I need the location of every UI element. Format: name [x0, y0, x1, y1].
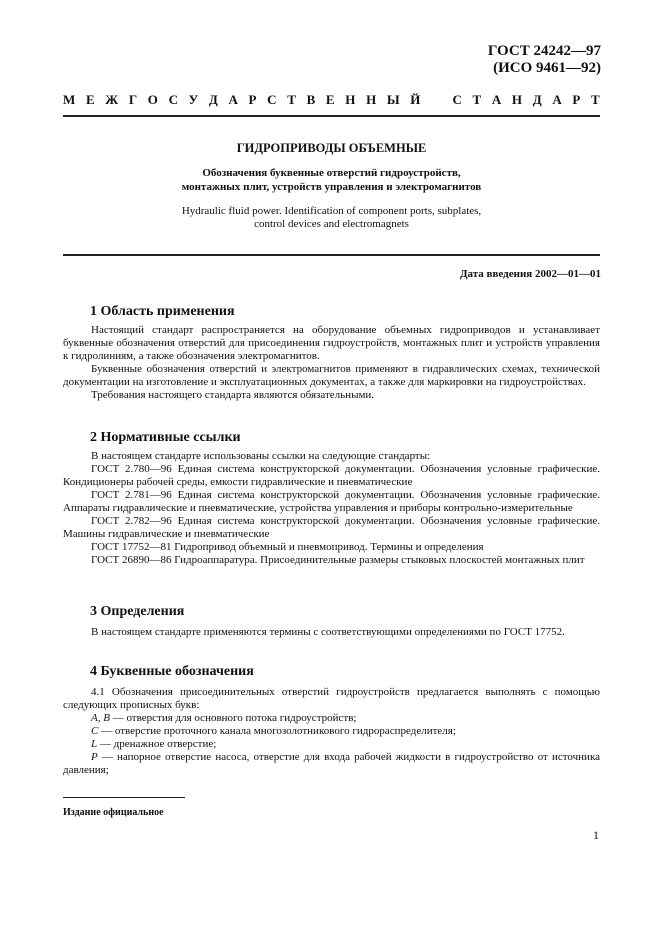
- port-definition-p: [63, 751, 600, 777]
- banner-letter: А: [552, 92, 562, 107]
- section-3-body: [63, 626, 600, 639]
- introduction-date: Дата введения 2002—01—01: [459, 268, 601, 280]
- banner-letter: Ы: [386, 92, 400, 107]
- banner-letter: У: [188, 92, 199, 107]
- banner-letter: Т: [591, 92, 600, 107]
- banner-letter: Д: [208, 92, 218, 107]
- iso-number: (ИСО 9461—92): [493, 60, 601, 76]
- banner-letter: Й: [410, 92, 421, 107]
- english-title-line-2: control devices and electromagnets: [254, 218, 409, 230]
- banner-letter: В: [306, 92, 316, 107]
- english-title: [63, 205, 600, 231]
- subtitle-line-2: монтажных плит, устройств управления и электромагнитов: [181, 181, 482, 193]
- reference-item: ГОСТ 26890—86 Гидроаппаратура. Присоединительные размеры стыковых плоскостей монтажных плит: [91, 554, 585, 566]
- port-description: — отверстия для основного потока гидроустройств;: [109, 712, 357, 724]
- section-1-paragraph: Настоящий стандарт распространяется на оборудование объемных гидроприводов и устанавливает буквенные обозначения отверстий для присоединения гидроустройств, монтажных плит и устройств управления к гидролиниям, а также обозначения электромагнитов.: [63, 324, 600, 362]
- port-description: — отверстие проточного канала многозолотникового гидрораспределителя;: [98, 725, 456, 737]
- banner-letter: Д: [532, 92, 542, 107]
- section-4-heading: 4 Буквенные обозначения: [90, 664, 254, 679]
- section-4-paragraph: 4.1 Обозначения присоединительных отверстий гидроустройств предлагается выполнять с помощью следующих прописных букв:: [63, 686, 600, 711]
- reference-item: ГОСТ 2.780—96 Единая система конструкторской документации. Обозначения условные графические. Кондиционеры рабочей среды, емкости гидравлические и пневматические: [63, 463, 600, 488]
- banner-letter: С: [168, 92, 178, 107]
- section-1-body: [63, 324, 600, 402]
- section-2-body: [63, 450, 600, 567]
- section-1-paragraph: Требования настоящего стандарта являются обязательными.: [91, 389, 375, 401]
- port-definition-l: [63, 738, 600, 751]
- section-2-intro: В настоящем стандарте использованы ссылки на следующие стандарты:: [91, 450, 431, 462]
- banner-letter: Ж: [105, 92, 119, 107]
- banner-letter: Е: [85, 92, 95, 107]
- section-1-heading: 1 Область применения: [90, 304, 235, 319]
- official-edition-label: Издание официальное: [63, 807, 164, 818]
- port-definition-c: [63, 725, 600, 738]
- banner-letter: С: [452, 92, 462, 107]
- interstate-standard-banner: [63, 92, 600, 108]
- banner-letter: Н: [511, 92, 523, 107]
- banner-letter: А: [228, 92, 238, 107]
- document-subtitle: [63, 166, 600, 194]
- subtitle-line-1: Обозначения буквенные отверстий гидроустройств,: [202, 167, 461, 179]
- banner-letter: А: [491, 92, 502, 107]
- banner-letter: Т: [472, 92, 482, 107]
- port-letter: С: [91, 725, 99, 737]
- reference-item: ГОСТ 17752—81 Гидропривод объемный и пневмопривод. Термины и определения: [91, 541, 484, 553]
- reference-item: ГОСТ 2.782—96 Единая система конструкторской документации. Обозначения условные графические. Машины гидравлические и пневматические: [63, 515, 600, 540]
- section-2-heading: 2 Нормативные ссылки: [90, 430, 241, 445]
- section-4-body: [63, 686, 600, 777]
- footer-rule: [63, 797, 185, 798]
- banner-letter: Т: [287, 92, 296, 107]
- page-number: 1: [593, 828, 599, 842]
- banner-letter: Е: [325, 92, 335, 107]
- section-1-paragraph: Буквенные обозначения отверстий и электромагнитов применяют в гидравлических схемах, технической документации на изготовление и эксплуатационных документах, а также для маркировки на гидроустройствах.: [63, 363, 600, 388]
- document-title: ГИДРОПРИВОДЫ ОБЪЕМНЫЕ: [236, 141, 427, 155]
- section-3-heading: 3 Определения: [90, 604, 185, 619]
- banner-letter: Н: [366, 92, 377, 107]
- banner-letter: Р: [248, 92, 257, 107]
- banner-letter: О: [147, 92, 158, 107]
- port-letter: Р: [91, 751, 98, 763]
- section-3-paragraph: В настоящем стандарте применяются термины с соответствующими определениями по ГОСТ 17752.: [91, 626, 565, 638]
- port-letter: L: [91, 738, 98, 750]
- top-rule: [63, 115, 600, 117]
- gost-number: ГОСТ 24242—97: [487, 43, 601, 59]
- banner-letter: М: [63, 92, 76, 107]
- port-definition-ab: [63, 712, 600, 725]
- english-title-line-1: Hydraulic fluid power. Identification of component ports, subplates,: [181, 205, 482, 217]
- banner-letter: С: [267, 92, 277, 107]
- title-rule: [63, 254, 600, 256]
- banner-letter: Р: [572, 92, 581, 107]
- port-description: — напорное отверстие насоса, отверстие для входа рабочей жидкости в гидроустройство от источника давления;: [63, 751, 600, 776]
- port-description: — дренажное отверстие;: [97, 738, 217, 750]
- banner-letter: Н: [345, 92, 356, 107]
- banner-letter: Г: [128, 92, 138, 107]
- port-letter: А, В: [91, 712, 110, 724]
- reference-item: ГОСТ 2.781—96 Единая система конструкторской документации. Обозначения условные графические. Аппараты гидравлические и пневматические, устройства управления и приборы контрольно-измерительные: [63, 489, 600, 514]
